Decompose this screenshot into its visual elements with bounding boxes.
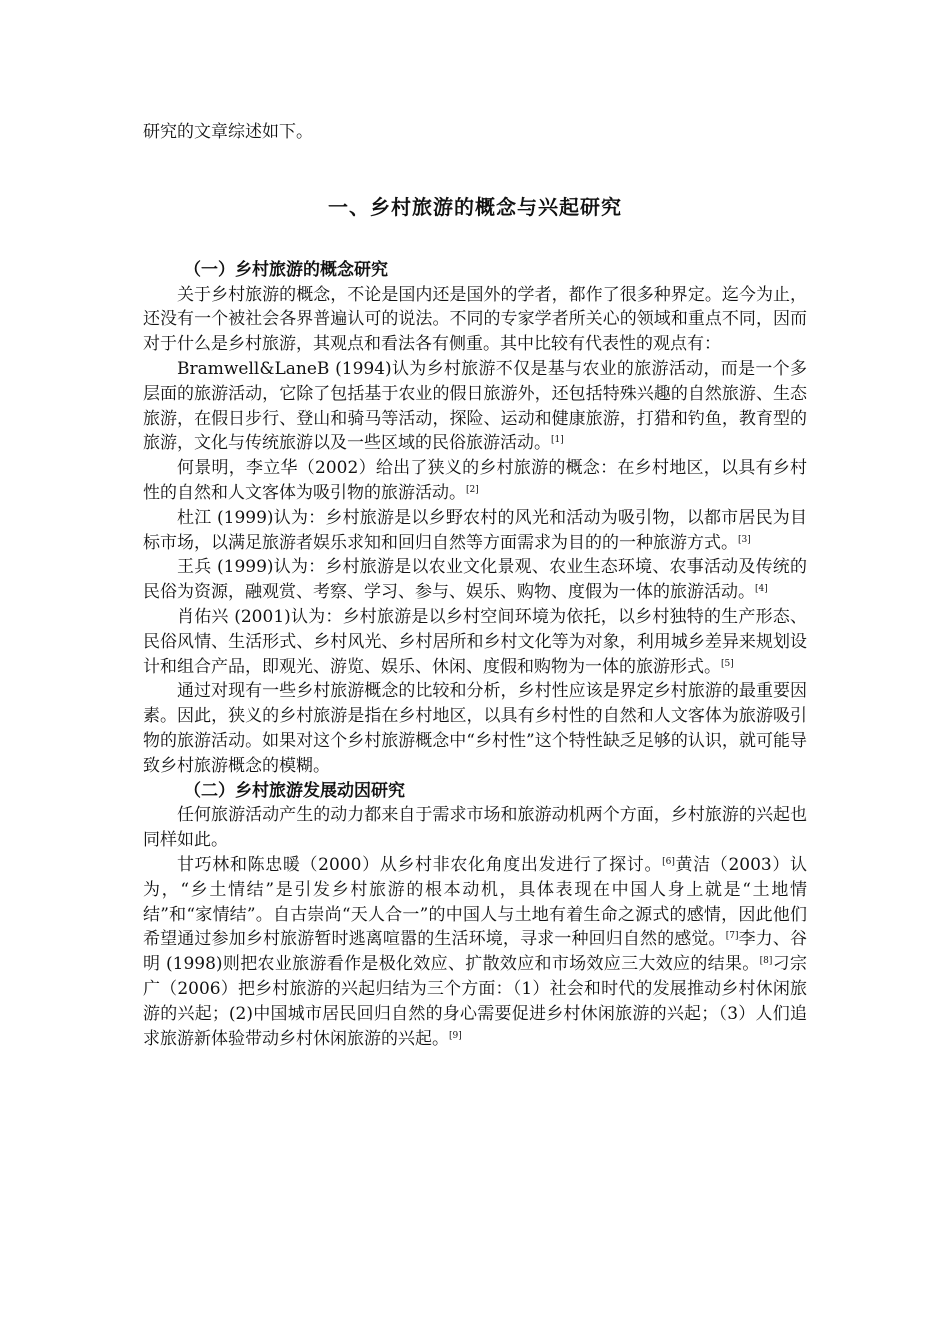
paragraph bbox=[143, 803, 807, 853]
paragraph bbox=[143, 283, 807, 357]
citation-ref[interactable]: [4] bbox=[755, 584, 768, 595]
citation-ref[interactable]: [5] bbox=[721, 658, 734, 669]
paragraph-text: 杜江 (1999)认为：乡村旅游是以乡野农村的风光和活动为吸引物，以都市居民为目标市场，以满足旅游者娱乐求知和回归自然等方面需求为目的的一种旅游方式。 bbox=[143, 507, 807, 553]
paragraph-text: 关于乡村旅游的概念，不论是国内还是国外的学者，都作了很多种界定。迄今为止，还没有一个被社会各界普遍认可的说法。不同的专家学者所关心的领域和重点不同，因而对于什么是乡村旅游，其观点和看法各有侧重。其中比较有代表性的观点有： bbox=[143, 284, 807, 355]
section-heading: （二）乡村旅游发展动因研究 bbox=[184, 780, 405, 801]
paragraph-text: 黄洁（2003）认为，“乡土情结”是引发乡村旅游的根本动机，具体表现在中国人身上就是“土地情结”和“家情结”。自古崇尚“天人合一”的中国人与土地有着生命之源式的感情，因此他们希望通过参加乡村旅游暂时逃离喧嚣的生活环境，寻求一种回归自然的感觉。 bbox=[143, 854, 808, 950]
paragraph-text: 李力、谷明 (1998)则把农业旅游看作是极化效应、扩散效应和市场效应三大效应的结果。 bbox=[143, 929, 808, 975]
paragraph-text: Bramwell&LaneB (1994)认为乡村旅游不仅是基与农业的旅游活动，而是一个多层面的旅游活动，它除了包括基于农业的假日旅游外，还包括特殊兴趣的自然旅游、生态旅游，在假日步行、登山和骑马等活动，探险、运动和健康旅游，打猎和钓鱼，教育型的旅游，文化与传统旅游以及一些区域的民俗旅游活动。 bbox=[143, 358, 807, 454]
paragraph bbox=[143, 506, 807, 556]
paragraph bbox=[143, 357, 807, 456]
paragraph bbox=[143, 456, 807, 506]
citation-ref[interactable]: [2] bbox=[466, 484, 479, 495]
paragraph-text: 肖佑兴 (2001)认为：乡村旅游是以乡村空间环境为依托，以乡村独特的生产形态、民俗风情、生活形式、乡村风光、乡村居所和乡村文化等为对象，利用城乡差异来规划设计和组合产品，即观光、游览、娱乐、休闲、度假和购物为一体的旅游形式。 bbox=[143, 606, 807, 677]
paragraph-text: 通过对现有一些乡村旅游概念的比较和分析，乡村性应该是界定乡村旅游的最重要因素。因此，狭义的乡村旅游是指在乡村地区，以具有乡村性的自然和人文客体为旅游吸引物的旅游活动。如果对这个乡村旅游概念中“乡村性”这个特性缺乏足够的认识，就可能导致乡村旅游概念的模糊。 bbox=[143, 681, 807, 776]
paragraph-text: 刁宗广（2006）把乡村旅游的兴起归结为三个方面：（1）社会和时代的发展推动乡村休闲旅游的兴起；(2)中国城市居民回归自然的身心需要促进乡村休闲旅游的兴起；（3）人们追求旅游新体验带动乡村休闲旅游的兴起。 bbox=[143, 954, 808, 1049]
citation-ref[interactable]: [6] bbox=[662, 856, 675, 867]
citation-ref[interactable]: [9] bbox=[449, 1030, 462, 1041]
paragraph-text: 任何旅游活动产生的动力都来自于需求市场和旅游动机两个方面，乡村旅游的兴起也同样如此。 bbox=[143, 805, 807, 851]
paragraph-text: 何景明，李立华（2002）给出了狭义的乡村旅游的概念：在乡村地区，以具有乡村性的自然和人文客体为吸引物的旅游活动。 bbox=[143, 458, 807, 503]
citation-ref[interactable]: [1] bbox=[551, 435, 564, 446]
citation-ref[interactable]: [8] bbox=[759, 956, 773, 967]
paragraph bbox=[143, 679, 807, 778]
lead-text: 研究的文章综述如下。 bbox=[143, 122, 313, 142]
citation-ref[interactable]: [3] bbox=[738, 534, 751, 545]
chapter-title: 一、乡村旅游的概念与兴起研究 bbox=[328, 194, 622, 219]
citation-ref[interactable]: [7] bbox=[725, 931, 739, 942]
paragraph-text: 王兵 (1999)认为：乡村旅游是以农业文化景观、农业生态环境、农事活动及传统的民俗为资源，融观赏、考察、学习、参与、娱乐、购物、度假为一体的旅游活动。 bbox=[143, 557, 807, 603]
paragraph bbox=[143, 605, 807, 679]
section-heading: （一）乡村旅游的概念研究 bbox=[184, 259, 388, 280]
paragraph bbox=[143, 853, 807, 1051]
document-page bbox=[143, 120, 807, 1051]
paragraph-text: 甘巧林和陈忠暖（2000）从乡村非农化角度出发进行了探讨。 bbox=[177, 854, 663, 875]
paragraph bbox=[143, 555, 807, 605]
